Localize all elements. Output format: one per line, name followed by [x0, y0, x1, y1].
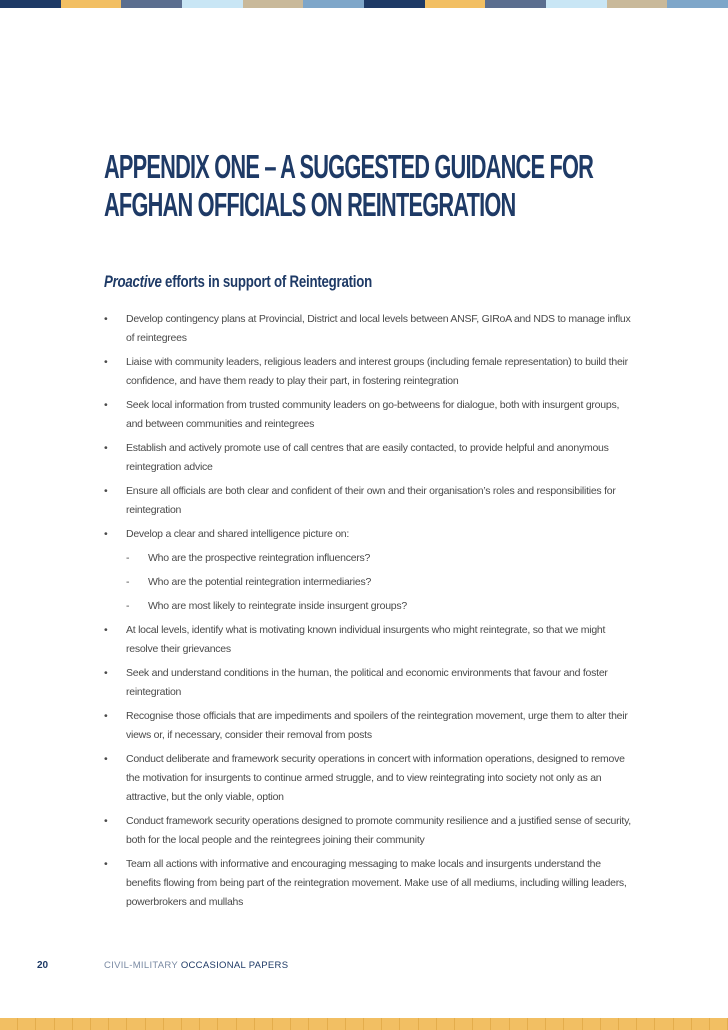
section-subtitle — [104, 272, 372, 292]
sub-list-item-text: Who are the prospective reintegration influencers? — [148, 552, 371, 564]
bullet-icon: • — [104, 356, 108, 368]
bullet-icon: • — [104, 313, 108, 325]
dash-icon: - — [126, 600, 130, 612]
stripe-segment — [243, 0, 304, 8]
list-item — [104, 621, 634, 659]
stripe-segment — [182, 0, 243, 8]
series-name: CIVIL-MILITARY — [104, 960, 181, 971]
list-item-text: Team all actions with informative and encouraging messaging to make locals and insurgents understand the benefits flowing from being part of the reintegration movement. Make use of all mediums, including willing leaders, powerbrokers and mullahs — [126, 858, 627, 908]
bullet-icon: • — [104, 624, 108, 636]
page-number: 20 — [37, 960, 49, 971]
dash-icon: - — [126, 576, 130, 588]
list-item-text: Recognise those officials that are impediments and spoilers of the reintegration movement, urge them to alter their views or, if necessary, consider their removal from posts — [126, 710, 628, 741]
list-item — [104, 664, 634, 702]
running-footer — [104, 960, 288, 971]
list-item-text: Develop a clear and shared intelligence picture on: — [126, 528, 350, 540]
stripe-segment — [607, 0, 668, 8]
list-item — [104, 750, 634, 807]
subtitle-emphasis: Proactive — [104, 272, 162, 291]
list-item-text: Seek and understand conditions in the human, the political and economic environments that favour and foster reintegration — [126, 667, 608, 698]
list-item-text: Conduct deliberate and framework security operations in concert with information operations, designed to remove the motivation for insurgents to continue armed struggle, and to view reintegrating into society not only as an attractive, but the only viable, option — [126, 753, 625, 803]
stripe-segment — [425, 0, 486, 8]
list-item-text: At local levels, identify what is motivating known individual insurgents who might reintegrate, so that we might resolve their grievances — [126, 624, 606, 655]
bottom-bar-pattern — [0, 1018, 728, 1030]
stripe-segment — [667, 0, 728, 8]
page-title — [104, 148, 594, 224]
list-item — [104, 396, 634, 434]
list-item-text: Develop contingency plans at Provincial, District and local levels between ANSF, GIRoA and NDS to manage influx of reintegrees — [126, 313, 631, 344]
bullet-icon: • — [104, 753, 108, 765]
stripe-segment — [0, 0, 61, 8]
list-item-text: Seek local information from trusted community leaders on go-betweens for dialogue, both with insurgent groups, and between communities and reintegrees — [126, 399, 620, 430]
list-item — [104, 812, 634, 850]
stripe-segment — [61, 0, 122, 8]
stripe-segment — [364, 0, 425, 8]
list-item-text: Ensure all officials are both clear and confident of their own and their organisation’s roles and responsibilities for reintegration — [126, 485, 616, 516]
bullet-icon: • — [104, 858, 108, 870]
series-name-highlight: OCCASIONAL PAPERS — [180, 960, 289, 971]
top-color-stripe — [0, 0, 728, 8]
sub-list-item — [104, 597, 634, 616]
bullet-icon: • — [104, 399, 108, 411]
list-item — [104, 310, 634, 348]
list-item — [104, 707, 634, 745]
list-item — [104, 525, 634, 544]
dash-icon: - — [126, 552, 130, 564]
title-line-1: APPENDIX ONE – A SUGGESTED GUIDANCE FOR — [104, 148, 594, 185]
list-item-text: Liaise with community leaders, religious leaders and interest groups (including female representation) to build their confidence, and have them ready to play their part, in fostering reintegration — [126, 356, 628, 387]
sub-list-item-text: Who are the potential reintegration intermediaries? — [148, 576, 372, 588]
list-item — [104, 482, 634, 520]
sub-list-item — [104, 573, 634, 592]
title-line-2: AFGHAN OFFICIALS ON REINTEGRATION — [104, 186, 516, 223]
stripe-segment — [546, 0, 607, 8]
bullet-icon: • — [104, 442, 108, 454]
stripe-segment — [303, 0, 364, 8]
bottom-color-bar — [0, 1018, 728, 1030]
bullet-icon: • — [104, 815, 108, 827]
list-item — [104, 855, 634, 912]
bullet-icon: • — [104, 485, 108, 497]
bullet-icon: • — [104, 528, 108, 540]
list-item-text: Establish and actively promote use of call centres that are easily contacted, to provide helpful and anonymous reintegration advice — [126, 442, 609, 473]
sub-list-item — [104, 549, 634, 568]
bullet-icon: • — [104, 667, 108, 679]
stripe-segment — [485, 0, 546, 8]
list-item — [104, 439, 634, 477]
list-item-text: Conduct framework security operations designed to promote community resilience and a justified sense of security, both for the local people and the reintegrees joining their community — [126, 815, 631, 846]
stripe-segment — [121, 0, 182, 8]
list-item — [104, 353, 634, 391]
bullet-icon: • — [104, 710, 108, 722]
guidance-list — [104, 310, 634, 917]
sub-list-item-text: Who are most likely to reintegrate inside insurgent groups? — [148, 600, 407, 612]
subtitle-rest: efforts in support of Reintegration — [161, 272, 372, 291]
